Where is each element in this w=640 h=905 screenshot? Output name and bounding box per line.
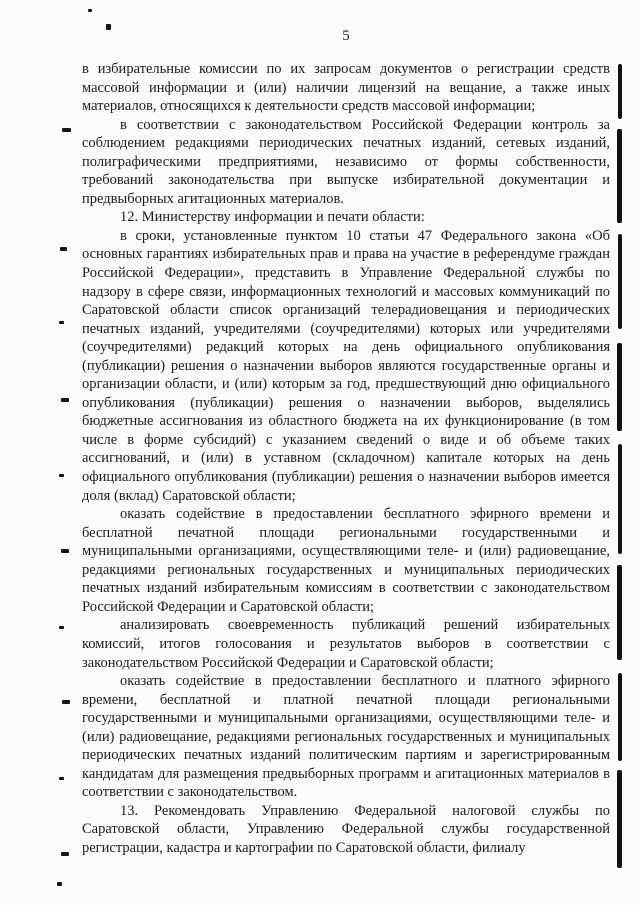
scan-line-segment xyxy=(617,565,622,660)
scan-mark xyxy=(106,24,111,30)
scan-line-segment xyxy=(618,234,622,329)
scan-mark xyxy=(57,882,62,886)
scan-mark xyxy=(59,474,64,477)
paragraph: в соответствии с законодательством Российской Федерации контроль за соблюдением редакциями периодических печатных изданий, сетевых изданий, полиграфическими предприятиями, независимо от формы собственности, требований законодательства при выпуске избирательной документации и предвыборных агитационных материалов. xyxy=(82,116,610,207)
paragraph: анализировать своевременность публикаций решений избирательных комиссий, итогов голосования и результатов выборов в соответствии с законодательством Российской Федерации и Саратовской области; xyxy=(82,617,610,671)
document-body xyxy=(82,60,610,858)
paragraph: в избирательные комиссии по их запросам документов о регистрации средств массовой информации и (или) наличии лицензий на вещание, а также иных материалов, относящихся к деятельности средств массовой информации; xyxy=(82,61,610,115)
scan-mark xyxy=(61,549,69,553)
scan-mark xyxy=(88,9,92,12)
scan-line-segment xyxy=(617,129,622,223)
scan-line-segment xyxy=(617,770,622,868)
scan-line-segment xyxy=(618,444,622,554)
scan-line-segment xyxy=(618,673,622,761)
scan-line-segment xyxy=(617,343,622,431)
page-number: 5 xyxy=(342,28,350,44)
scan-mark xyxy=(59,321,64,324)
paragraph: в сроки, установленные пунктом 10 статьи 47 Федерального закона «Об основных гарантиях избирательных прав и права на участие в референдуме граждан Российской Федерации», представить в Управление Федеральной службы по надзору в сфере связи, информационных технологий и массовых коммуникаций по Саратовской области список организаций телерадиовещания и периодических печатных изданий, учредителями (соучредителями) которых или учредителями (соучредителями) редакций которых на день официального опубликования (публикации) решения о назначении выборов являются государственные органы и организации области, и (или) которым за год, предшествующий дню официального опубликования (публикации) решения о назначении выборов, выделялись бюджетные ассигнования из областного бюджета на их функционирование (в том числе в форме субсидий) с указанием сведений о виде и об объеме таких ассигнований, и (или) в уставном (складочном) капитале которых на день официального опубликования (публикации) решения о назначении выборов имеется доля (вклад) Саратовской области; xyxy=(82,227,610,504)
scan-mark xyxy=(60,247,67,251)
paragraph: 13. Рекомендовать Управлению Федеральной налоговой службы по Саратовской области, Управлению Федеральной службы государственной регистрации, кадастра и картографии по Саратовской области, филиалу xyxy=(82,802,610,856)
scan-mark xyxy=(62,700,70,704)
paragraph: оказать содействие в предоставлении бесплатного эфирного времени и бесплатной печатной площади региональными государственными и муниципальными организациями, осуществляющими теле- и (или) радиовещание, редакциями региональных государственных и муниципальных периодических печатных изданий избирательным комиссиям в соответствии с законодательством Российской Федерации и Саратовской области; xyxy=(82,506,610,615)
paragraph: 12. Министерству информации и печати области: xyxy=(120,209,425,226)
scan-mark xyxy=(59,626,64,629)
paragraph: оказать содействие в предоставлении бесплатного и платного эфирного времени, бесплатной и платной печатной площади региональными государственными и муниципальными организациями, осуществляющими теле- и (или) радиовещание, редакциями региональных государственных и муниципальных периодических печатных изданий политическим партиям и зарегистрированным кандидатам для размещения предвыборных программ и агитационных материалов в соответствии с законодательством. xyxy=(82,673,610,801)
scan-line-segment xyxy=(618,64,622,119)
scan-mark xyxy=(62,128,71,132)
scan-mark xyxy=(61,398,69,402)
scan-mark xyxy=(61,852,69,856)
scan-mark xyxy=(59,777,64,780)
